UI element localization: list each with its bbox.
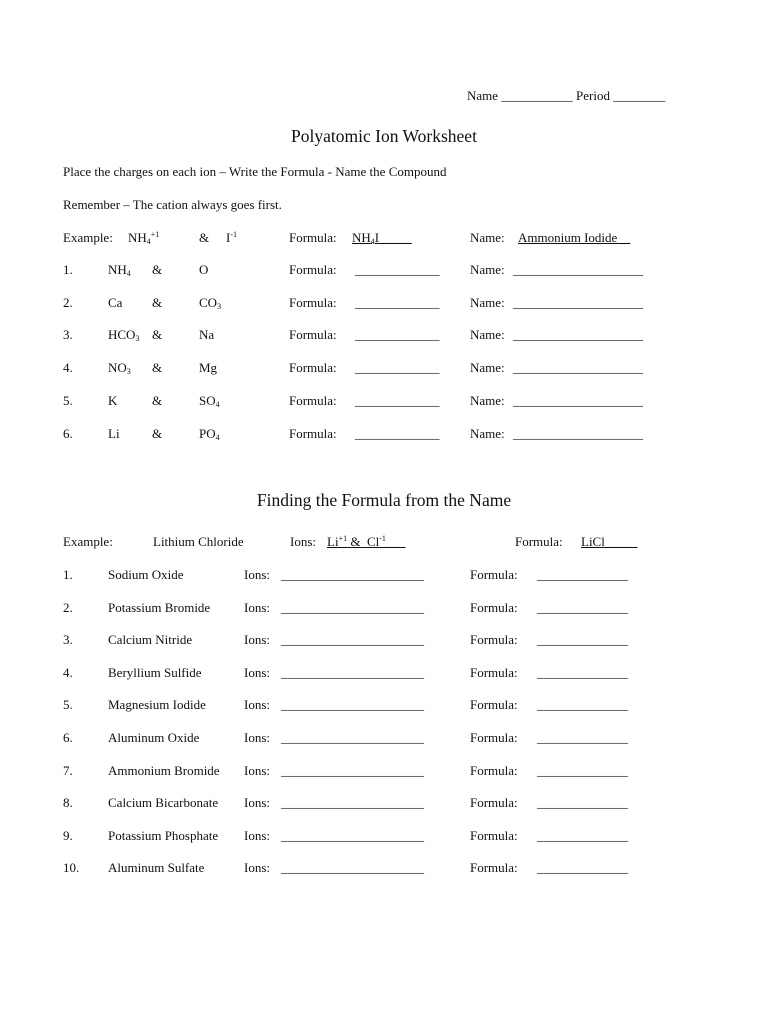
example-formula-rest: I (374, 230, 380, 245)
example-formula-sub: 4 (370, 237, 375, 246)
worksheet-title: Polyatomic Ion Worksheet (291, 126, 477, 146)
formula-label: Formula: (470, 599, 518, 615)
example2-formula (581, 535, 637, 548)
name-label: Name (467, 88, 499, 103)
row-number: 4. (63, 664, 73, 680)
example2-ion1-charge: +1 (338, 534, 348, 543)
example-formula (352, 231, 412, 244)
ions-label: Ions: (244, 599, 270, 615)
anion-symbol: PO (199, 425, 216, 441)
example2-formula-value: LiCl (581, 534, 605, 549)
name-label: Name: (470, 294, 505, 310)
example-name (518, 231, 630, 244)
cation (108, 263, 131, 276)
name-answer-blank[interactable]: ____________________ (513, 294, 643, 310)
reminder-text: Remember – The cation always goes first. (63, 197, 282, 212)
ions-answer-blank[interactable]: ______________________ (281, 664, 424, 680)
compound-name: Potassium Phosphate (108, 827, 219, 843)
name-label: Name: (470, 425, 505, 441)
anion (199, 263, 208, 276)
ions-answer-blank[interactable]: ______________________ (281, 730, 424, 745)
row-number: 3. (63, 327, 73, 343)
ampersand: & (152, 294, 163, 310)
example-cation-base: NH (128, 230, 147, 245)
example-anion-base: I (226, 230, 231, 245)
example2-label: Example: (63, 534, 113, 549)
formula-label: Formula: (470, 664, 518, 680)
row-number: 6. (63, 730, 73, 745)
example-formula-tail: _____ (379, 230, 412, 245)
ampersand: & (152, 392, 163, 408)
example-name-tail: __ (617, 230, 631, 245)
row-number: 2. (63, 599, 73, 615)
formula-answer-blank[interactable]: _____________ (355, 425, 440, 441)
row-number: 9. (63, 827, 73, 843)
compound-name: Ammonium Bromide (108, 762, 220, 778)
example2-formula-tail: _____ (604, 534, 638, 549)
ions-label: Ions: (244, 860, 270, 876)
period-label: Period (576, 88, 610, 103)
formula-label: Formula: (470, 762, 518, 778)
row-number: 6. (63, 425, 73, 441)
name-blank[interactable]: ___________ (501, 88, 573, 103)
compound-name: Beryllium Sulfide (108, 664, 202, 680)
formula-label: Formula: (470, 697, 518, 713)
formula-answer-blank[interactable]: ______________ (537, 599, 628, 615)
formula-answer-blank[interactable]: ______________ (537, 762, 628, 778)
ions-label: Ions: (244, 697, 270, 713)
cation-symbol: K (108, 392, 118, 408)
compound-name: Magnesium Iodide (108, 697, 206, 713)
example2-compound: Lithium Chloride (153, 534, 244, 549)
example2-ions-label: Ions: (290, 534, 316, 549)
ions-label: Ions: (244, 664, 270, 680)
name-answer-blank[interactable]: ____________________ (513, 392, 643, 408)
name-answer-blank[interactable]: ____________________ (513, 262, 643, 277)
anion (199, 361, 217, 374)
anion (199, 427, 220, 440)
compound-name: Sodium Oxide (108, 567, 184, 582)
cation-subscript: 4 (126, 269, 131, 278)
formula-answer-blank[interactable]: _____________ (355, 360, 440, 376)
compound-name: Potassium Bromide (108, 599, 211, 615)
ions-label: Ions: (244, 795, 270, 811)
formula-label: Formula: (470, 795, 518, 811)
instructions: Place the charges on each ion – Write the Formula - Name the Compound (63, 164, 447, 179)
ions-answer-blank[interactable]: ______________________ (281, 599, 424, 615)
formula-answer-blank[interactable]: _____________ (355, 294, 440, 310)
formula-answer-blank[interactable]: ______________ (537, 567, 628, 582)
name-period-header (467, 89, 665, 102)
formula-answer-blank[interactable]: ______________ (537, 860, 628, 876)
ions-answer-blank[interactable]: ______________________ (281, 795, 424, 811)
formula-answer-blank[interactable]: _____________ (355, 262, 440, 277)
name-answer-blank[interactable]: ____________________ (513, 327, 643, 343)
example-cation-charge: +1 (150, 230, 160, 239)
example-cation (128, 231, 159, 244)
example2-ion2-charge: -1 (379, 534, 386, 543)
example2-ion1: Li (327, 534, 339, 549)
cation-symbol: NO (108, 360, 127, 376)
formula-answer-blank[interactable]: _____________ (355, 327, 440, 343)
anion-subscript: 4 (215, 399, 220, 409)
anion (199, 328, 214, 341)
formula-answer-blank[interactable]: ______________ (537, 730, 628, 745)
row-number: 10. (63, 860, 80, 876)
row-number: 8. (63, 795, 73, 811)
formula-label: Formula: (289, 392, 337, 408)
formula-label: Formula: (470, 730, 518, 745)
ampersand: & (152, 425, 163, 441)
example2-ions (327, 535, 405, 548)
ions-answer-blank[interactable]: ______________________ (281, 697, 424, 713)
ions-label: Ions: (244, 567, 270, 582)
formula-label: Formula: (289, 360, 337, 376)
row-number: 3. (63, 632, 73, 648)
anion-symbol: CO (199, 294, 218, 310)
formula-label: Formula: (289, 294, 337, 310)
cation-symbol: Li (108, 425, 120, 441)
formula-label: Formula: (470, 827, 518, 843)
row-number: 4. (63, 360, 73, 376)
formula-label: Formula: (470, 860, 518, 876)
anion-subscript: 4 (215, 432, 220, 442)
cation-subscript: 3 (135, 334, 140, 344)
formula-label: Formula: (470, 567, 518, 582)
period-blank[interactable]: ________ (613, 88, 666, 103)
row-number: 1. (63, 567, 73, 582)
cation (108, 327, 140, 344)
example2-ions-tail: ___ (385, 534, 406, 549)
cation-symbol: Ca (108, 294, 123, 310)
cation-symbol: NH (108, 262, 127, 277)
anion-symbol: O (199, 262, 209, 277)
row-number: 5. (63, 697, 73, 713)
example2-amp: & (350, 534, 361, 549)
formula-label: Formula: (470, 632, 518, 648)
formula-label: Formula: (289, 262, 337, 277)
row-number: 5. (63, 392, 73, 408)
formula-answer-blank[interactable]: ______________ (537, 827, 628, 843)
name-answer-blank[interactable]: ____________________ (513, 425, 643, 441)
example-amp: & (199, 230, 210, 245)
example-label: Example: (63, 230, 113, 245)
formula-answer-blank[interactable]: ______________ (537, 795, 628, 811)
example2-formula-label: Formula: (515, 534, 563, 549)
name-label: Name: (470, 360, 505, 376)
example-formula-label: Formula: (289, 230, 337, 245)
anion (199, 394, 220, 407)
cation-symbol: HCO (108, 327, 136, 343)
ions-answer-blank[interactable]: ______________________ (281, 632, 424, 648)
compound-name: Aluminum Oxide (108, 730, 200, 745)
ampersand: & (152, 327, 163, 343)
ampersand: & (152, 262, 163, 277)
row-number: 1. (63, 262, 73, 277)
anion-symbol: SO (199, 392, 216, 408)
formula-answer-blank[interactable]: _____________ (355, 392, 440, 408)
anion-symbol: Na (199, 327, 215, 343)
compound-name: Calcium Nitride (108, 632, 193, 648)
cation (108, 394, 117, 407)
example-cation-sub: 4 (146, 237, 151, 246)
ions-answer-blank[interactable]: ______________________ (281, 860, 424, 876)
ions-answer-blank[interactable]: ______________________ (281, 762, 424, 778)
example-name-value: Ammonium Iodide (518, 230, 618, 245)
name-label: Name: (470, 392, 505, 408)
compound-name: Aluminum Sulfate (108, 860, 205, 876)
example-formula-base: NH (352, 230, 371, 245)
example-anion (226, 231, 237, 244)
formula-label: Formula: (289, 327, 337, 343)
section2-title: Finding the Formula from the Name (256, 490, 512, 510)
anion-symbol: Mg (199, 360, 218, 376)
anion (199, 296, 221, 309)
ions-answer-blank[interactable]: ______________________ (281, 567, 424, 582)
ampersand: & (152, 360, 163, 376)
example-anion-charge: -1 (230, 230, 238, 239)
compound-name: Calcium Bicarbonate (108, 795, 219, 811)
ions-label: Ions: (244, 632, 270, 648)
ions-label: Ions: (244, 762, 270, 778)
name-label: Name: (470, 327, 505, 343)
ions-label: Ions: (244, 730, 270, 745)
name-answer-blank[interactable]: ____________________ (513, 360, 643, 376)
example2-ion2: Cl (366, 534, 380, 549)
cation (108, 427, 120, 440)
formula-label: Formula: (289, 425, 337, 441)
cation-subscript: 3 (126, 367, 131, 377)
cation (108, 296, 122, 309)
name-label: Name: (470, 262, 505, 277)
row-number: 7. (63, 762, 73, 778)
ions-label: Ions: (244, 827, 270, 843)
cation (108, 360, 131, 377)
formula-answer-blank[interactable]: ______________ (537, 664, 628, 680)
formula-answer-blank[interactable]: ______________ (537, 632, 628, 648)
example-name-label: Name: (470, 230, 505, 245)
ions-answer-blank[interactable]: ______________________ (281, 827, 424, 843)
formula-answer-blank[interactable]: ______________ (537, 697, 628, 713)
anion-subscript: 3 (217, 301, 222, 311)
row-number: 2. (63, 294, 73, 310)
